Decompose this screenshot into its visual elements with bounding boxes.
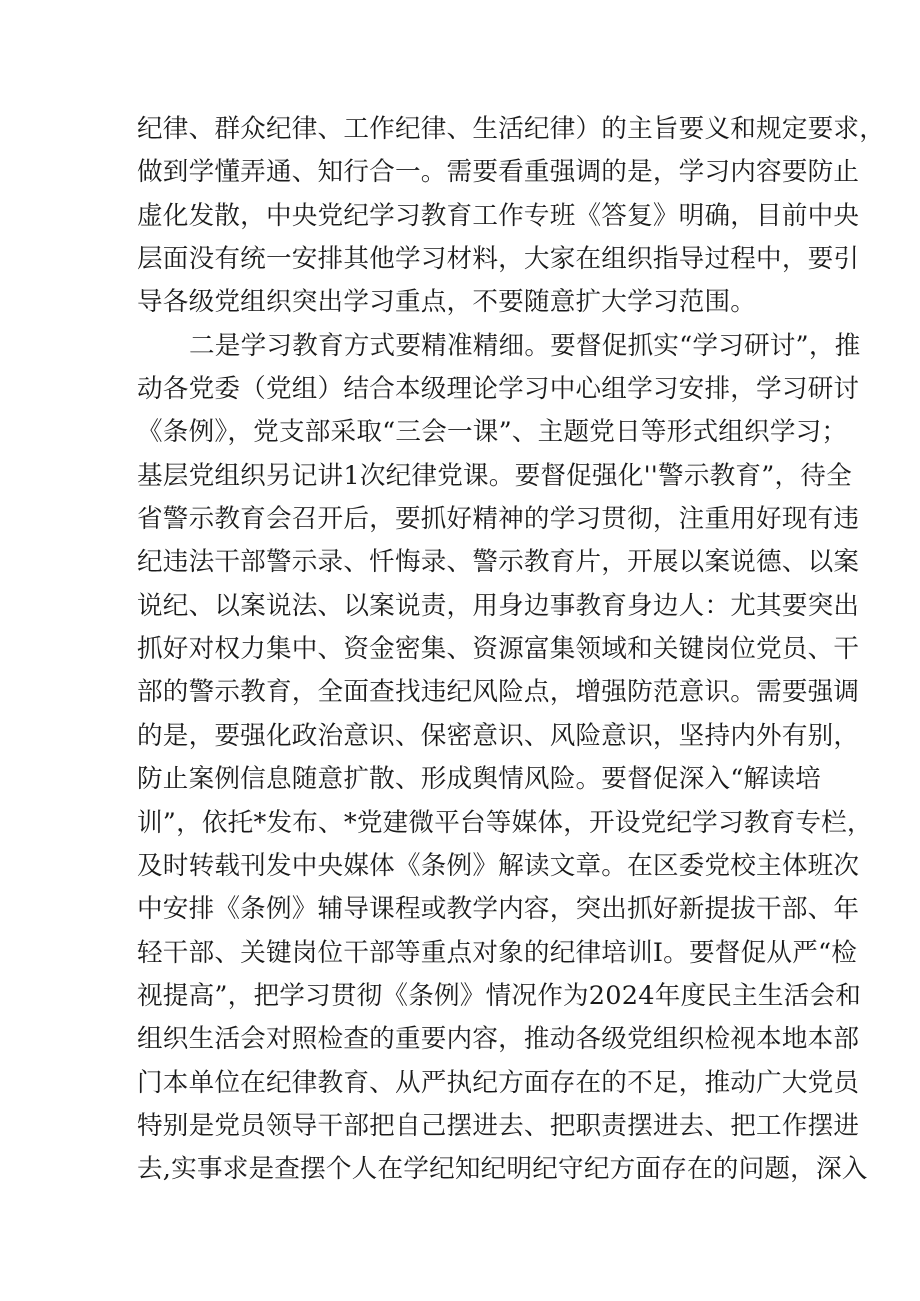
text-line: 基层党组织另记讲1次纪律党课。要督促强化''警示教育”，待全	[137, 460, 852, 491]
text-line: 《条例》，党支部采取“三会一课”、主题党日等形式组织学习；	[137, 417, 848, 448]
text-line: 门本单位在纪律教育、从严执纪方面存在的不足，推动广大党员	[137, 1067, 860, 1098]
text-line: 动各党委（党组）结合本级理论学习中心组学习安排，学习研讨	[137, 374, 860, 405]
text-line: 虚化发散，中央党纪学习教育工作专班《答复》明确，目前中央	[137, 200, 860, 231]
text-line: 组织生活会对照检查的重要内容，推动各级党组织检视本地本部	[137, 1024, 860, 1055]
text-line: 去,实事求是查摆个人在学纪知纪明纪守纪方面存在的问题，深入	[137, 1154, 868, 1185]
paragraph-start-line: 二是学习教育方式要精准精细。要督促抓实“学习研讨”，推	[189, 330, 861, 361]
text-line: 及时转载刊发中央媒体《条例》解读文章。在区委党校主体班次	[137, 850, 860, 881]
text-line: 特别是党员领导干部把自己摆进去、把职责摆进去、把工作摆进	[137, 1110, 860, 1141]
text-line: 训”，依托*发布、*党建微平台等媒体，开设党纪学习教育专栏，	[137, 807, 873, 838]
text-line: 层面没有统一安排其他学习材料，大家在组织指导过程中，要引	[137, 244, 860, 275]
text-line: 省警示教育会召开后，要抓好精神的学习贯彻，注重用好现有违	[137, 504, 860, 535]
text-line: 轻干部、关键岗位干部等重点对象的纪律培训I。要督促从严“检	[137, 937, 858, 968]
text-line: 中安排《条例》辅导课程或教学内容，突出抓好新提拔干部、年	[137, 894, 860, 925]
body-text	[137, 108, 886, 1192]
text-line: 纪律、群众纪律、工作纪律、生活纪律）的主旨要义和规定要求，	[137, 114, 886, 144]
text-line: 导各级党组织突出学习重点，不要随意扩大学习范围。	[137, 287, 757, 318]
text-line: 纪违法干部警示录、忏悔录、警示教育片，开展以案说德、以案	[137, 547, 860, 578]
text-line: 抓好对权力集中、资金密集、资源富集领域和关键岗位党员、干	[137, 634, 860, 665]
text-line: 部的警示教育，全面查找违纪风险点，增强防范意识。需要强调	[137, 677, 860, 708]
text-line: 的是，要强化政治意识、保密意识、风险意识，坚持内外有别，	[137, 720, 860, 751]
text-line: 防止案例信息随意扩散、形成舆情风险。要督促深入“解读培	[137, 764, 821, 795]
text-line: 视提高”，把学习贯彻《条例》情况作为2024年度民主生活会和	[137, 980, 862, 1011]
text-line: 做到学懂弄通、知行合一。需要看重强调的是，学习内容要防止	[137, 157, 860, 188]
text-line: 说纪、以案说法、以案说责，用身边事教育身边人：尤其要突出	[137, 590, 860, 621]
